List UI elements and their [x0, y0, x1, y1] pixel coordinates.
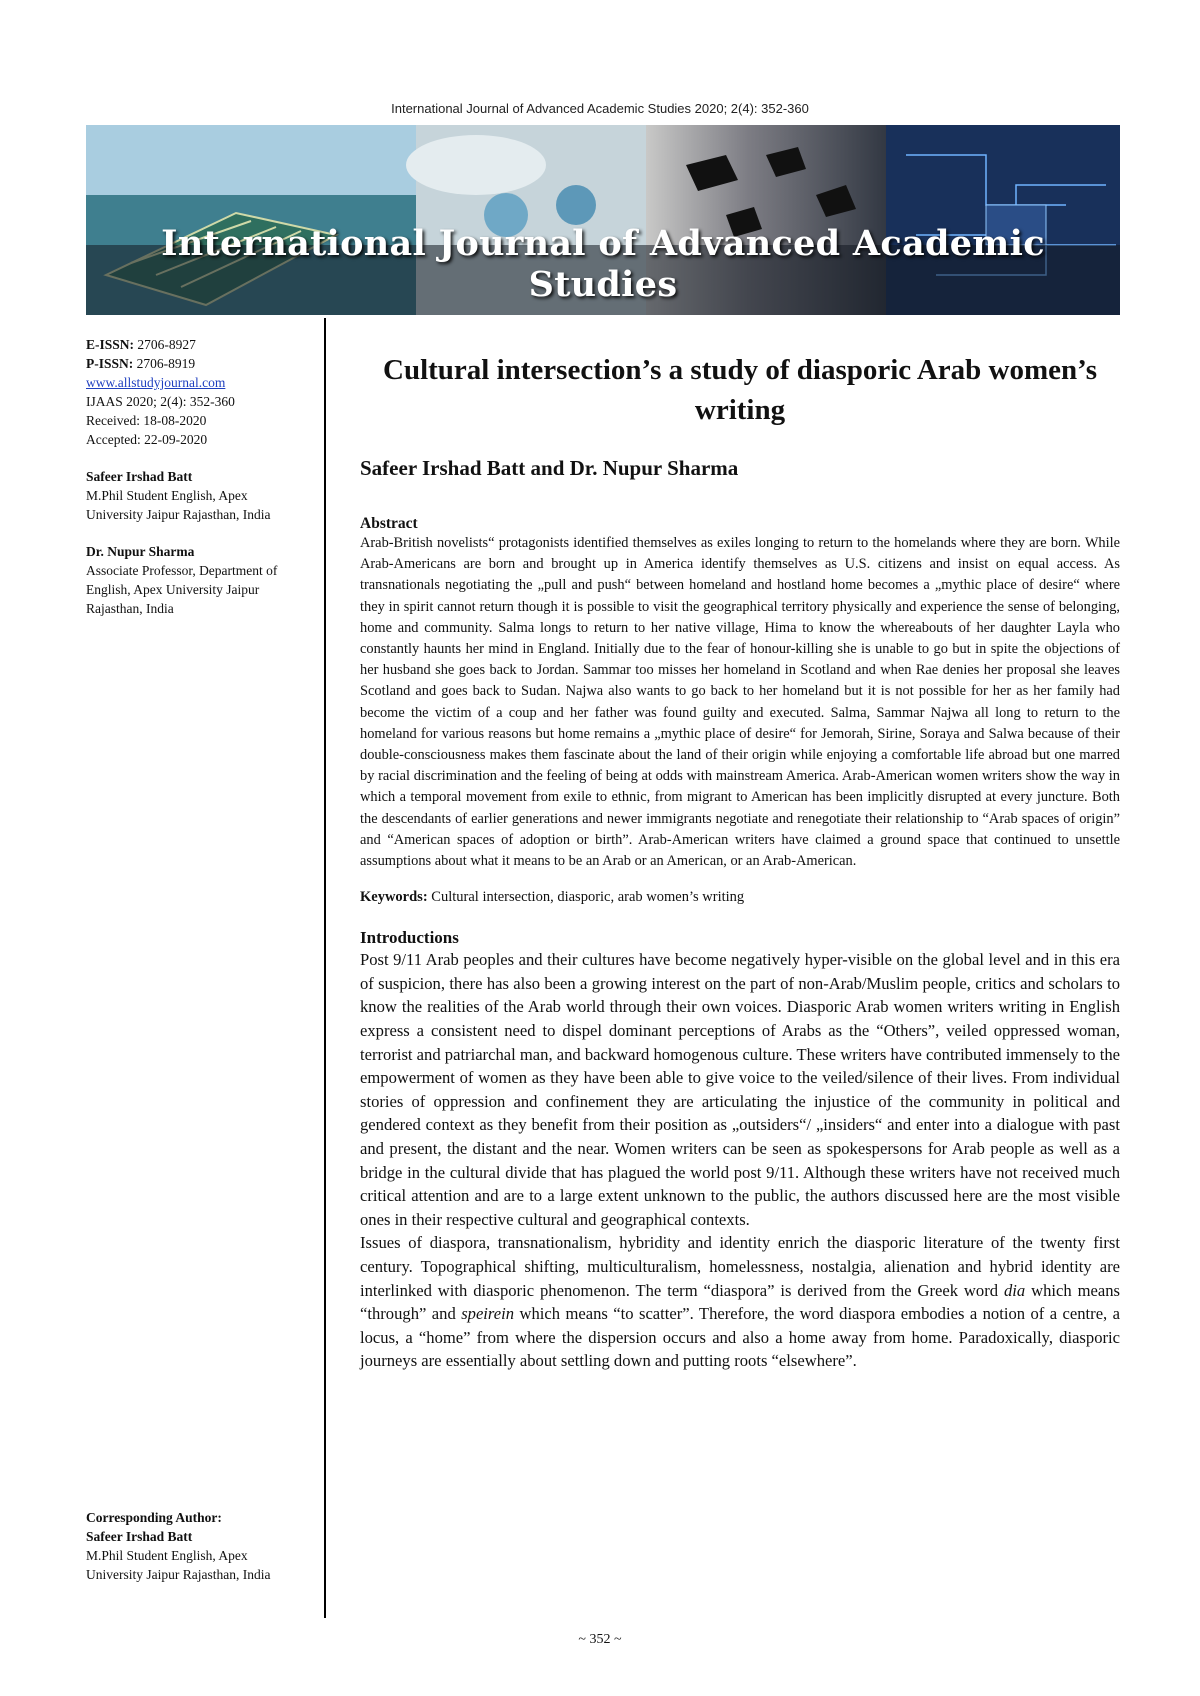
- author1-block: [86, 467, 306, 524]
- introduction-paragraph-1: Post 9/11 Arab peoples and their cultures have become negatively hyper-visible on the global level and in this era of suspicion, there has also been a growing interest on the part of non-Arab/Muslim people, critics and scholars to know the realities of the Arab world through their own voices. Diasporic Arab women writers writing in English express a consistent need to dispel dominant perceptions of Arabs as the “Others”, veiled oppressed woman, terrorist and patriarchal man, and backward homogenous culture. These writers have contributed immensely to the empowerment of women as they have been able to give voice to the veiled/silence of their lives. From individual stories of oppression and confinement they are articulating the injustice of the community in political and gendered context as they benefit from their position as „outsiders“/ „insiders“ and enter into a dialogue with past and present, the distant and the near. Women writers can be seen as spokespersons for Arab people as well as a bridge in the cultural divide that has plagued the world post 9/11. Although these writers have not received much critical attention and are to a large extent unknown to the public, the authors discussed here are the most visible ones in their respective cultural and geographical contexts.: [360, 950, 1120, 1229]
- term-speirein: speirein: [461, 1304, 515, 1324]
- term-dia: dia: [1003, 1280, 1026, 1300]
- keywords-value: Cultural intersection, diasporic, arab women’s writing: [431, 889, 745, 906]
- intro-p2-part-b: which means “through” and: [360, 1280, 1120, 1324]
- corresponding-author-label: Corresponding Author:: [86, 1510, 222, 1525]
- running-header: International Journal of Advanced Academic Studies 2020; 2(4): 352-360: [391, 101, 809, 116]
- abstract-text: Arab-British novelists“ protagonists identified themselves as exiles longing to return to the homelands where they are born. While Arab-Americans are born and brought up in America identify themselves as U.S. citizens and insist on equal access. As transnationals negotiating the „pull and push“ between homeland and hostland home becomes a „mythic place of desire“ where they in spirit cannot return though it is possible to visit the geographical territory physically and experience the sense of belonging, home and community. Salma longs to return to her native village, Hima to know the whereabouts of her daughter Layla who constantly haunts her mind in England. Initially due to the fear of honour-killing she is unable to go but in spite the objections of her husband she goes back to Jordan. Sammar too misses her homeland in Scotland and when Rae denies her proposal she leaves Scotland and goes back to Sudan. Najwa also wants to go back to her homeland but it is not possible for her as her family had become the victim of a coup and her father was found guilty and executed. Salma, Sammar Najwa all long to return to the homeland for various reasons but home remains a „mythic place of desire“ for Jemorah, Sirine, Soraya and Salwa because of their double-consciousness makes them fascinate about the land of their origin while enjoying a comfortable life abroad but one marred by racial discrimination and the feeling of being at odds with mainstream America. Arab-American women writers show the way in which a temporal movement from exile to ethnic, from migrant to American has been implicitly disrupted at every juncture. Both the descendants of earlier generations and newer immigrants negotiate and renegotiate their relationship to “Arab spaces of origin” and “American spaces of adoption or birth”. Arab-American writers have claimed a ground space that continued to unsettle assumptions about what it means to be an Arab or an American, or an Arab-American.: [360, 535, 1120, 870]
- introduction-paragraph-2: [360, 1231, 1120, 1373]
- pissn-label: P-ISSN:: [86, 356, 134, 371]
- pissn-line: [86, 354, 306, 373]
- pissn-value: 2706-8919: [136, 356, 196, 371]
- page-number: ~ 352 ~: [578, 1632, 622, 1647]
- author2-name: Dr. Nupur Sharma: [86, 544, 195, 559]
- intro-p2-part-a: Issues of diaspora, transnationalism, hybridity and identity enrich the diasporic literature of the twenty first century. Topographical shifting, multiculturalism, homelessness, nostalgia, alienation and hybrid identity are interlinked with diasporic phenomenon. The term “diaspora” is derived from the Greek word: [360, 1233, 1120, 1300]
- corresponding-author-name: Safeer Irshad Batt: [86, 1529, 193, 1544]
- article-authors: Safeer Irshad Batt and Dr. Nupur Sharma: [360, 456, 739, 480]
- column-divider: [324, 318, 326, 1618]
- received-date: Received: 18-08-2020: [86, 413, 207, 428]
- article-main: [360, 350, 1120, 1373]
- website-link[interactable]: www.allstudyjournal.com: [86, 375, 226, 390]
- abstract-heading: Abstract: [360, 515, 418, 532]
- sidebar: [86, 335, 306, 636]
- issn-block: [86, 335, 306, 449]
- corresponding-author-block: [86, 1508, 306, 1584]
- author1-name: Safeer Irshad Batt: [86, 469, 193, 484]
- eissn-line: [86, 335, 306, 354]
- author2-affiliation: Associate Professor, Department of English, Apex University Jaipur Rajasthan, India: [86, 563, 278, 616]
- banner-surgeon-2: [556, 185, 596, 225]
- banner-lamp: [406, 135, 546, 195]
- banner-title: International Journal of Advanced Academic Studies: [161, 223, 1045, 305]
- citation: IJAAS 2020; 2(4): 352-360: [86, 394, 235, 409]
- article-title: Cultural intersection’s a study of diasporic Arab women’s writing: [383, 354, 1097, 426]
- corresponding-author-affiliation: M.Phil Student English, Apex University Jaipur Rajasthan, India: [86, 1548, 271, 1582]
- author1-affiliation: M.Phil Student English, Apex University Jaipur Rajasthan, India: [86, 488, 271, 522]
- banner-sky: [86, 125, 416, 195]
- eissn-value: 2706-8927: [137, 337, 196, 352]
- intro-p2-part-c: which means “to scatter”. Therefore, the word diaspora embodies a notion of a centre, a locus, a “home” from where the dispersion occurs and also a home away from home. Paradoxically, diasporic journeys are essentially about settling down and putting roots “elsewhere”.: [360, 1304, 1121, 1371]
- eissn-label: E-ISSN:: [86, 337, 135, 352]
- keywords-line: [360, 889, 1120, 906]
- author2-block: [86, 542, 306, 618]
- keywords-label: Keywords:: [360, 889, 428, 906]
- accepted-date: Accepted: 22-09-2020: [86, 432, 208, 447]
- introduction-heading: Introductions: [360, 928, 459, 948]
- journal-banner: [86, 125, 1120, 315]
